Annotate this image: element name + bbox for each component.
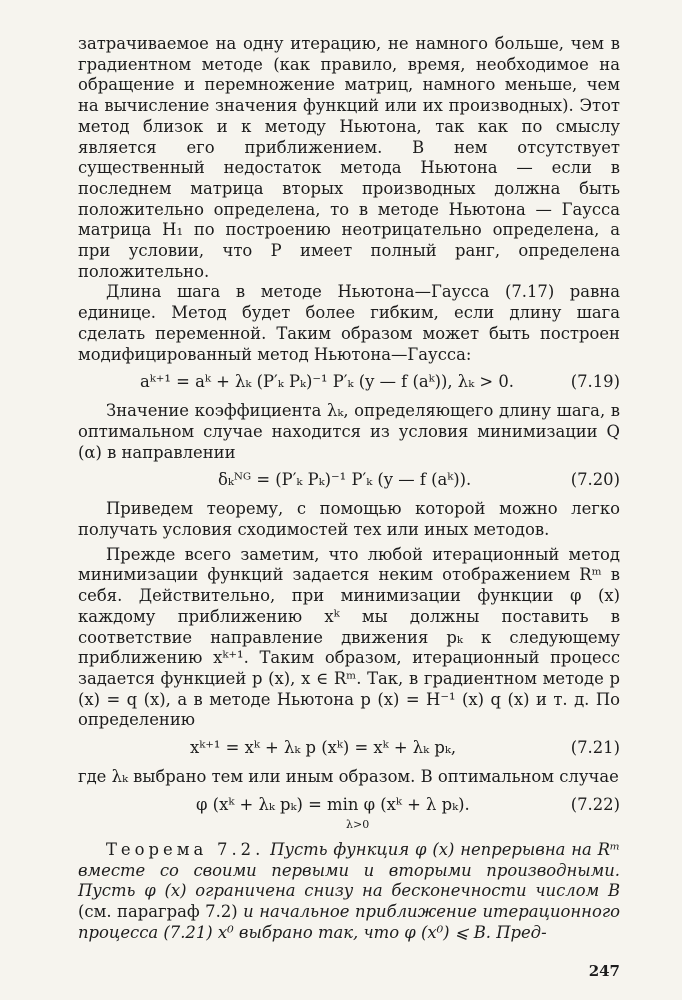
equation-7-21	[78, 737, 620, 759]
theorem-head: Теорема 7.2.	[106, 839, 265, 859]
equation-formula: δₖᴺᴳ = (P′ₖ Pₖ)⁻¹ P′ₖ (y — f (aᵏ)).	[218, 470, 472, 490]
equation-7-19	[78, 371, 620, 393]
paragraph-5: Прежде всего заметим, что любой итерационный метод минимизации функций задается неким отображением Rᵐ в себя. Действительно, при минимизации функции φ (x) каждому приближению xᵏ мы должны поставить в соответствие направление движения pₖ к следующему приближению xᵏ⁺¹. Таким образом, итерационный процесс задается функцией p (x), x ∈ Rᵐ. Так, в градиентном методе p (x) = q (x), а в методе Ньютона p (x) = H⁻¹ (x) q (x) и т. д. По определению	[78, 544, 620, 730]
paragraph-1: затрачиваемое на одну итерацию, не намного больше, чем в градиентном методе (как правило, время, необходимое на обращение и перемножение матриц, намного меньше, чем на вычисление значения функций или их производных). Этот метод близок и к методу Ньютона, так как по смыслу является его приближением. В нем отсутствует существенный недостаток метода Ньютона — если в последнем матрица вторых производных должна быть положительно определена, то в методе Ньютона — Гаусса матрица H₁ по построению неотрицательно определена, а при условии, что P имеет полный ранг, определена положительно.	[78, 34, 620, 281]
equation-7-20	[78, 469, 620, 491]
theorem-7-2	[78, 840, 620, 944]
theorem-italic-part-2: и начальное приближение итерационного процесса (7.21) x⁰ выбрано так, что φ (x⁰) ⩽ B. Пред-	[78, 901, 620, 942]
equation-formula: aᵏ⁺¹ = aᵏ + λₖ (P′ₖ Pₖ)⁻¹ P′ₖ (y — f (aᵏ)), λₖ > 0.	[140, 372, 514, 392]
equation-number: (7.22)	[570, 794, 620, 814]
paragraph-2: Длина шага в методе Ньютона—Гаусса (7.17) равна единице. Метод будет более гибким, если длину шага сделать переменной. Таким образом может быть построен модифицированный метод Ньютона—Гаусса:	[78, 282, 620, 364]
paragraph-6: где λₖ выбрано тем или иным образом. В оптимальном случае	[78, 767, 619, 787]
page-number: 247	[588, 962, 620, 980]
paragraph-4: Приведем теорему, с помощью которой можно легко получать условия сходимостей тех или иных методов.	[78, 499, 620, 540]
equation-7-22	[78, 794, 620, 832]
min-subscript: λ>0	[346, 817, 370, 831]
equation-formula: xᵏ⁺¹ = xᵏ + λₖ p (xᵏ) = xᵏ + λₖ pₖ,	[190, 738, 457, 758]
equation-number: (7.21)	[570, 738, 620, 758]
equation-number: (7.19)	[570, 372, 620, 392]
equation-number: (7.20)	[570, 470, 620, 490]
equation-formula: φ (xᵏ + λₖ pₖ) = min φ (xᵏ + λ pₖ).	[196, 794, 470, 814]
theorem-plain-part: (см. параграф 7.2)	[78, 901, 238, 921]
paragraph-3: Значение коэффициента λₖ, определяющего длину шага, в оптимальном случае находится из условия минимизации Q (α) в направлении	[78, 401, 620, 462]
theorem-italic-part-1: Пусть функция φ (x) непрерывна на Rᵐ вместе со своими первыми и вторыми производными. Пусть φ (x) ограничена снизу на бесконечности числом B	[78, 839, 620, 901]
